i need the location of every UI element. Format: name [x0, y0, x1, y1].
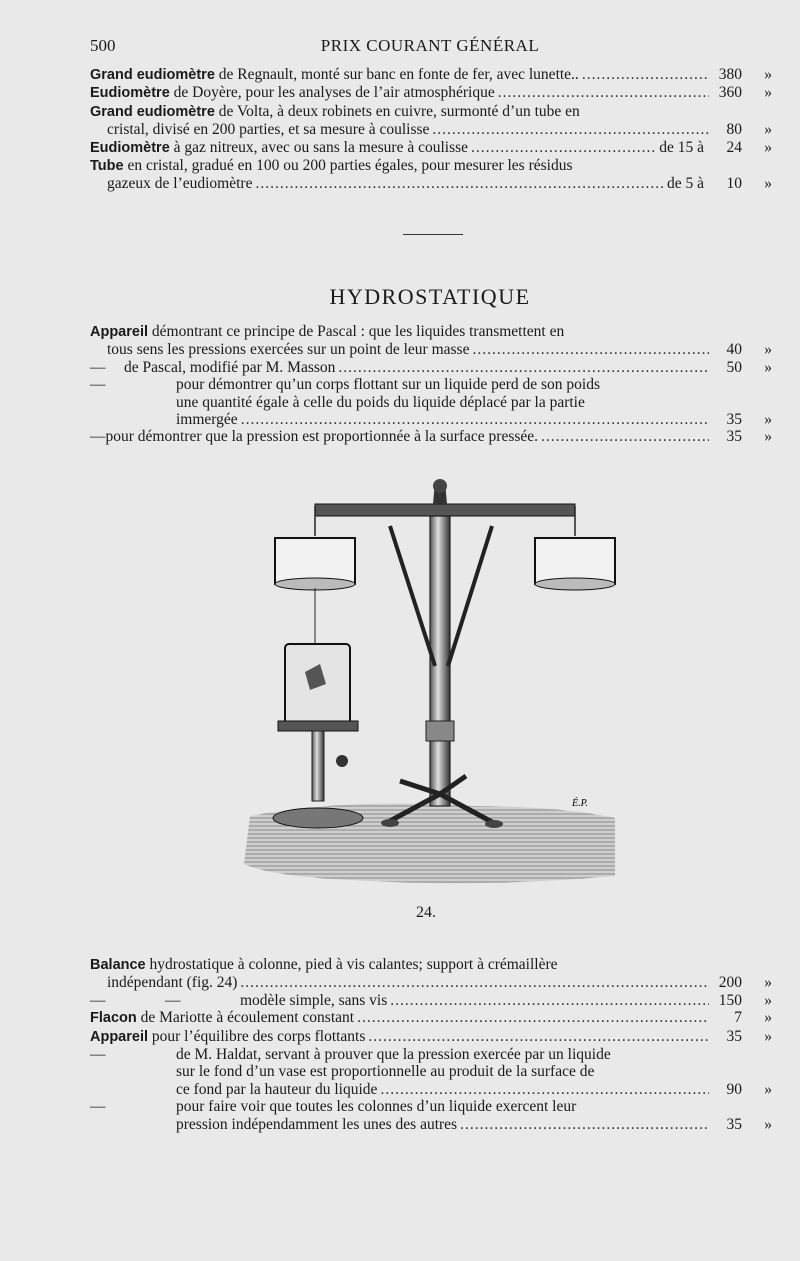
leader-dots	[460, 1116, 709, 1133]
entry-text	[90, 139, 468, 157]
item-name: Flacon	[90, 1010, 137, 1027]
beam	[315, 504, 575, 516]
entry-text	[176, 376, 600, 393]
item-description: sur le fond d’un vase est proportionnelle au produit de la surface de	[176, 1063, 595, 1081]
price-value: 35	[726, 1027, 742, 1045]
entry-line	[90, 139, 772, 157]
price-column	[667, 175, 772, 192]
ditto-dash	[90, 992, 240, 1009]
catalog-entry	[90, 376, 772, 428]
page-number: 500	[90, 36, 116, 55]
entry-text	[90, 1009, 354, 1027]
figure-caption: 24.	[416, 904, 436, 921]
entry-line	[90, 341, 772, 358]
price-column	[712, 66, 772, 83]
running-title: PRIX COURANT GÉNÉRAL	[320, 36, 540, 55]
hydrostatics-entries	[90, 323, 772, 446]
entry-line	[90, 103, 772, 121]
price-unit: »	[764, 138, 772, 156]
item-description: ce fond par la hauteur du liquide	[176, 1080, 378, 1098]
leader-dots	[432, 121, 709, 138]
leader-dots	[240, 974, 709, 991]
entry-text	[176, 1046, 611, 1063]
price-unit: »	[764, 121, 772, 139]
entry-line	[90, 428, 772, 445]
catalog-entry	[90, 1046, 772, 1098]
price-value: 150	[718, 991, 742, 1009]
catalog-entry	[90, 428, 772, 445]
price-value: 380	[718, 66, 742, 83]
hydrostatic-balance-illustration	[230, 476, 620, 896]
leader-dots	[390, 992, 709, 1009]
item-description: de M. Haldat, servant à prouver que la pression exercée par un liquide	[176, 1046, 611, 1064]
item-description: indépendant (fig. 24)	[107, 974, 238, 992]
leader-dots	[541, 428, 709, 445]
price-value: 35	[726, 411, 742, 429]
catalog-entry	[90, 992, 772, 1009]
price-value: 50	[726, 358, 742, 376]
price-column	[712, 1009, 772, 1026]
item-description: hydrostatique à colonne, pied à vis calantes; support à crémaillère	[145, 956, 558, 973]
leader-dots	[255, 175, 664, 192]
entry-text	[176, 1081, 377, 1098]
price-column	[712, 1081, 772, 1098]
price-value: 200	[718, 974, 742, 992]
item-name: Eudiomètre	[90, 85, 170, 102]
entry-line	[90, 376, 772, 393]
price-unit: »	[764, 175, 772, 193]
price-unit: »	[764, 66, 772, 83]
price-value: 10	[726, 175, 742, 193]
item-description: modèle simple, sans vis	[240, 991, 388, 1009]
entry-line	[90, 956, 772, 974]
running-head	[90, 36, 770, 58]
item-description: à gaz nitreux, avec ou sans la mesure à coulisse	[169, 138, 469, 156]
price-column	[712, 1116, 772, 1133]
catalog-entry	[90, 103, 772, 139]
price-unit: »	[764, 1080, 772, 1098]
item-description: de Mariotte à écoulement constant	[136, 1009, 355, 1027]
entry-line	[90, 157, 772, 175]
item-description: de Regnault, monté sur banc en fonte de fer, avec lunette..	[214, 66, 579, 83]
ditto-dash: —	[90, 358, 106, 376]
ditto-dash-mark: —	[165, 991, 181, 1009]
leader-dots	[357, 1009, 709, 1026]
price-column	[712, 1028, 772, 1045]
leader-dots	[368, 1028, 709, 1045]
price-unit: »	[764, 974, 772, 992]
price-column	[712, 84, 772, 101]
entry-text	[176, 394, 585, 411]
item-description: immergée	[176, 411, 238, 429]
item-name: Grand eudiomètre	[90, 103, 215, 120]
price-column	[712, 411, 772, 428]
price-prefix: de 15 à	[659, 138, 704, 156]
price-unit: »	[764, 1115, 772, 1133]
price-value: 80	[726, 121, 742, 139]
entry-line	[90, 1098, 772, 1115]
price-column	[712, 341, 772, 358]
catalog-entry	[90, 1028, 772, 1046]
item-description: cristal, divisé en 200 parties, et sa mesure à coulisse	[107, 121, 430, 139]
ditto-dash-mark: —	[90, 991, 106, 1009]
price-column	[712, 121, 772, 138]
section-divider	[403, 234, 463, 235]
price-unit: »	[764, 1009, 772, 1027]
price-column	[659, 139, 772, 156]
catalog-entry	[90, 139, 772, 157]
entry-text	[176, 411, 238, 428]
top-entries	[90, 66, 772, 193]
entry-line	[90, 121, 772, 138]
entry-line	[90, 1116, 772, 1133]
price-value: 7	[734, 1009, 742, 1027]
catalog-entry	[90, 84, 772, 102]
entry-line	[90, 1028, 772, 1046]
item-name: Grand eudiomètre	[90, 67, 215, 83]
item-description: de Pascal, modifié par M. Masson	[124, 358, 336, 376]
leader-dots	[471, 139, 656, 156]
leader-dots	[582, 66, 709, 83]
item-name: Appareil	[90, 1028, 149, 1045]
price-unit: »	[764, 1027, 772, 1045]
leader-dots	[338, 359, 709, 376]
item-description: pour faire voir que toutes les colonnes d’un liquide exercent leur	[176, 1098, 577, 1116]
item-name: Balance	[90, 957, 146, 973]
item-name: Appareil	[90, 324, 149, 340]
entry-line	[90, 992, 772, 1009]
entry-text	[107, 175, 252, 192]
entry-text	[90, 323, 564, 341]
entry-text	[90, 1028, 365, 1046]
price-column	[712, 359, 772, 376]
catalog-entry	[90, 323, 772, 359]
ditto-dash: —	[90, 1098, 106, 1116]
entry-text	[90, 66, 579, 84]
price-value: 35	[726, 428, 742, 446]
entry-text	[176, 1116, 457, 1133]
item-description: démontrant ce principe de Pascal : que les liquides transmettent en	[148, 323, 565, 340]
leader-dots	[498, 84, 709, 101]
leader-dots	[241, 411, 709, 428]
item-name: Eudiomètre	[90, 139, 170, 156]
entry-line	[90, 1009, 772, 1027]
entry-text	[107, 341, 469, 358]
bottom-entries	[90, 956, 772, 1133]
entry-line	[90, 394, 772, 411]
leader-dots	[380, 1081, 709, 1098]
engraver-signature: É.P.	[572, 798, 588, 809]
entry-text	[90, 157, 573, 175]
price-value: 24	[726, 138, 742, 156]
entry-text	[107, 974, 237, 991]
price-column	[712, 974, 772, 991]
entry-line	[90, 1063, 772, 1080]
item-description: gazeux de l’eudiomètre	[107, 175, 253, 193]
rack-support	[426, 721, 454, 741]
entry-line	[90, 411, 772, 428]
item-description: pour démontrer que la pression est proportionnée à la surface pressée.	[105, 428, 539, 446]
entry-line	[90, 1046, 772, 1063]
item-description: en cristal, gradué en 100 ou 200 parties égales, pour mesurer les résidus	[123, 157, 573, 175]
price-unit: »	[764, 411, 772, 429]
entry-line	[90, 974, 772, 991]
entry-line	[90, 84, 772, 102]
catalog-entry	[90, 157, 772, 193]
price-prefix: de 5 à	[666, 175, 704, 193]
price-unit: »	[764, 84, 772, 102]
ditto-dash: —	[90, 376, 106, 394]
catalog-entry	[90, 66, 772, 84]
price-unit: »	[764, 991, 772, 1009]
ditto-dash: —	[90, 428, 106, 446]
price-column	[712, 992, 772, 1009]
price-unit: »	[764, 358, 772, 376]
item-description: pour démontrer qu’un corps flottant sur un liquide perd de son poids	[176, 376, 601, 394]
entry-line	[90, 1081, 772, 1098]
section-title: HYDROSTATIQUE	[329, 284, 531, 309]
entry-text	[240, 992, 387, 1009]
entry-text	[106, 428, 539, 445]
price-value: 360	[718, 84, 742, 102]
entry-text	[90, 103, 580, 121]
price-unit: »	[764, 341, 772, 359]
entry-text	[90, 956, 558, 974]
entry-line	[90, 359, 772, 376]
catalog-entry	[90, 359, 772, 376]
ditto-dash: —	[90, 1046, 106, 1064]
catalog-entry	[90, 1098, 772, 1133]
item-description: une quantité égale à celle du poids du liquide déplacé par la partie	[176, 393, 585, 411]
leader-dots	[472, 341, 709, 358]
entry-text	[124, 359, 335, 376]
price-value: 40	[726, 341, 742, 359]
entry-line	[90, 66, 772, 84]
entry-text	[176, 1098, 576, 1115]
entry-text	[107, 121, 429, 138]
item-description: pour l’équilibre des corps flottants	[148, 1027, 366, 1045]
item-description: de Volta, à deux robinets en cuivre, surmonté d’un tube en	[214, 102, 580, 120]
item-description: de Doyère, pour les analyses de l’air atmosphérique	[169, 84, 495, 102]
entry-text	[176, 1063, 594, 1080]
price-unit: »	[764, 428, 772, 446]
entry-text	[90, 84, 495, 102]
entry-line	[90, 323, 772, 341]
item-name: Tube	[90, 158, 124, 175]
price-column	[712, 428, 772, 445]
price-value: 90	[726, 1080, 742, 1098]
catalog-entry	[90, 956, 772, 992]
entry-line	[90, 175, 772, 192]
catalog-entry	[90, 1009, 772, 1027]
price-value: 35	[726, 1115, 742, 1133]
item-description: tous sens les pressions exercées sur un point de leur masse	[107, 341, 470, 359]
item-description: pression indépendamment les unes des autres	[176, 1115, 458, 1133]
